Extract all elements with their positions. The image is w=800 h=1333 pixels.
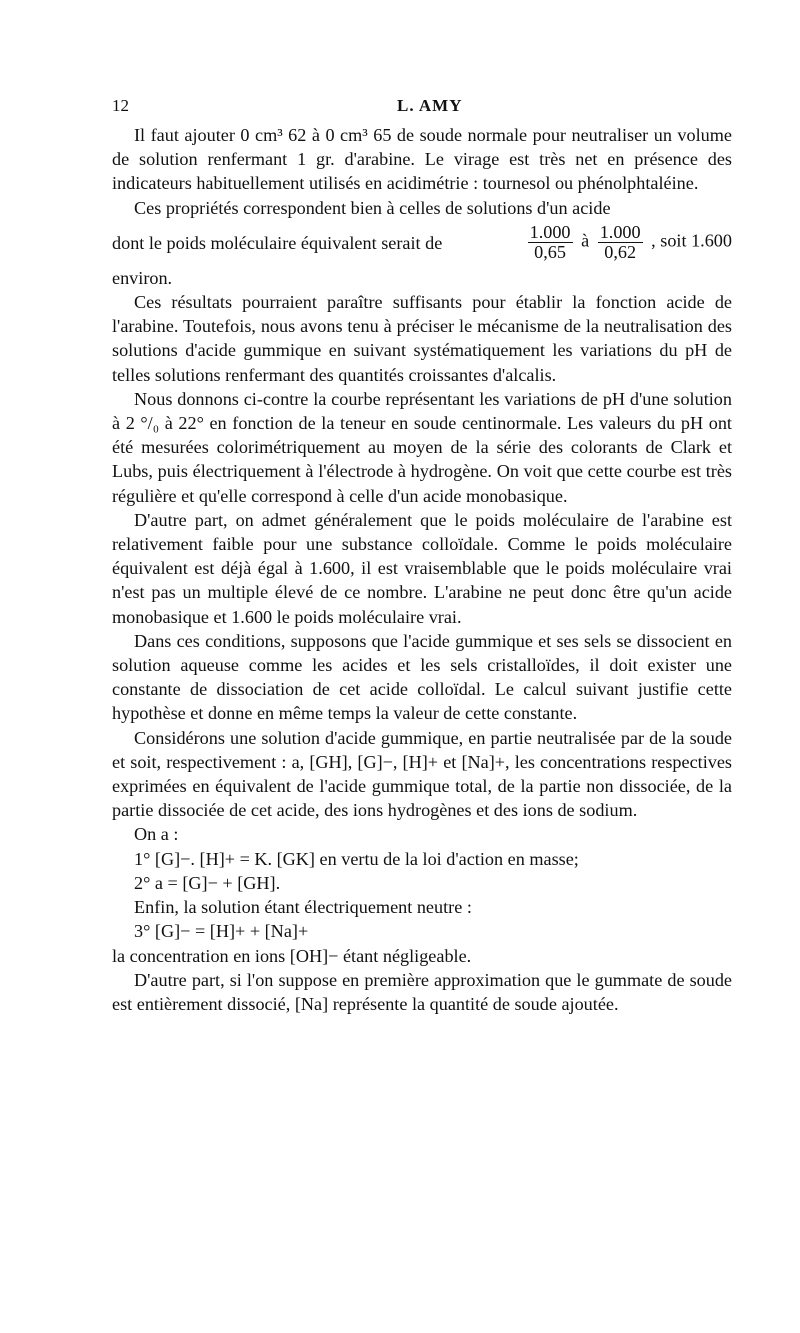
- paragraph-1: Il faut ajouter 0 cm³ 62 à 0 cm³ 65 de soude normale pour neutraliser un volume de solution renfermant 1 gr. d'arabine. Le virage est très net en présence des indicateurs habituellement utilisés en acidimétrie : tournesol ou phénolphtaléine.: [112, 125, 732, 194]
- paragraph-2-line-1: Ces propriétés correspondent bien à celles de solutions d'un acide: [134, 197, 611, 218]
- running-title: L. AMY: [397, 96, 463, 115]
- equation-3: 3° [G]− = [H]+ + [Na]+: [134, 921, 309, 942]
- paragraph-oh-note: la concentration en ions [OH]− étant négligeable.: [112, 945, 472, 966]
- paragraph-4: Nous donnons ci-contre la courbe représentant les variations de pH d'une solution à 2 °/₀ à 22° en fonction de la teneur en soude centinormale. Les valeurs du pH ont été mesurées colorimétriquement au moyen de la série des colorants de Clark et Lubs, puis électriquement à l'électrode à hydrogène. On voit que cette courbe est très régulière et qu'elle correspond à celle d'un acide monobasique.: [112, 388, 732, 506]
- paragraph-3: Ces résultats pourraient paraître suffisants pour établir la fonction acide de l'arabine. Toutefois, nous avons tenu à préciser le mécanisme de la neutralisation des solutions d'acide gummique en suivant systématiquement les variations du pH de telles solutions renfermant des quantités croissantes d'alcalis.: [112, 292, 732, 385]
- paragraph-on-a: On a :: [134, 824, 179, 845]
- equation-1: 1° [G]−. [H]+ = K. [GK] en vertu de la loi d'action en masse;: [134, 848, 579, 869]
- page-number: 12: [112, 96, 129, 115]
- fraction-line: [112, 220, 732, 266]
- fraction-2-denominator: 0,62: [604, 242, 637, 263]
- paragraph-2-line-3: environ.: [112, 267, 173, 288]
- paragraph-5: D'autre part, on admet généralement que le poids moléculaire de l'arabine est relativement faible pour une substance colloïdale. Comme le poids moléculaire équivalent est déjà égal à 1.600, il est vraisemblable que le poids moléculaire vrai n'est pas un multiple élevé de ce nombre. L'arabine ne peut donc être qu'un acide monobasique et 1.600 le poids moléculaire vrai.: [112, 509, 732, 627]
- text-body: [112, 123, 732, 1016]
- fraction-2: [598, 223, 643, 262]
- paragraph-final: D'autre part, si l'on suppose en première approximation que le gummate de soude est entièrement dissocié, [Na] représente la quantité de soude ajoutée.: [112, 969, 732, 1014]
- paragraph-6: Dans ces conditions, supposons que l'acide gummique et ses sels se dissocient en solution aqueuse comme les acides et les sels cristalloïdes, il doit exister une constante de dissociation de cet acide colloïdal. Le calcul suivant justifie cette hypothèse et donne en même temps la valeur de cette constante.: [112, 630, 732, 724]
- fraction-line-suffix: , soit 1.600: [651, 230, 732, 251]
- fraction-1: [528, 223, 573, 262]
- fraction-connector: à: [581, 230, 590, 251]
- equation-2: 2° a = [G]− + [GH].: [134, 872, 281, 893]
- page-header: [112, 96, 732, 124]
- paragraph-enfin: Enfin, la solution étant électriquement neutre :: [134, 897, 472, 918]
- fraction-line-prefix: dont le poids moléculaire équivalent serait de: [112, 232, 443, 253]
- fraction-1-denominator: 0,65: [534, 242, 566, 263]
- fraction-1-numerator: 1.000: [529, 222, 571, 243]
- fraction-group: [524, 223, 732, 262]
- paragraph-7: Considérons une solution d'acide gummique, en partie neutralisée par de la soude et soit, respectivement : a, [GH], [G]−, [H]+ et [Na]+, les concentrations respectives exprimées en équivalent de l'acide gummique total, de la partie non dissociée, de la partie dissociée de cet acide, des ions hydrogènes et des ions de sodium.: [112, 727, 732, 821]
- fraction-2-numerator: 1.000: [599, 222, 641, 243]
